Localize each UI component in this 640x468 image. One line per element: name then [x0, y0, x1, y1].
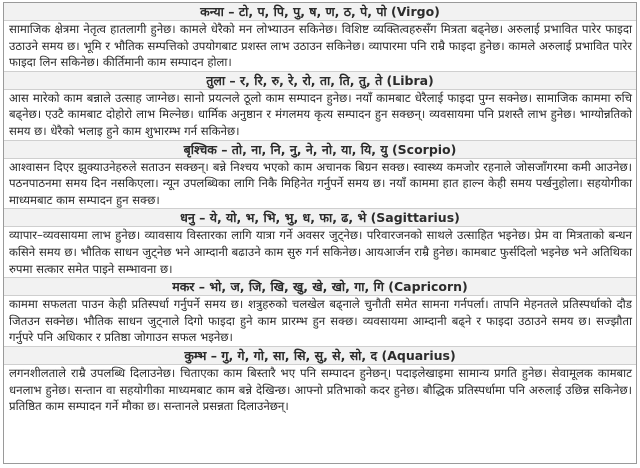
- sign-heading-libra: तुला – र, रि, रु, रे, रो, ता, ति, तु, ते (Libra): [4, 71, 636, 90]
- sign-text-sagittarius: व्यापार–व्यवसायमा लाभ हुनेछ। व्यावसाय विस्तारका लागि यात्रा गर्ने अवसर जुट्नेछ। परिवारजनको साथले उत्साहित भइनेछ। प्रेम वा मित्रताको बन्धन कसिने समय छ। भौतिक साधन जुट्नेछ भने आम्दानी बढाउने काम सुरु गर्न सकिनेछ। आयआर्जन राम्रै हुनेछ। कामबाट फुर्सदिलो भइनेछ भने अतिथिका रुपमा सत्कार समेत पाइने सम्भावना छ।: [9, 228, 632, 276]
- sign-aquarius: [4, 346, 636, 415]
- sign-scorpio: [4, 140, 636, 209]
- sign-heading-virgo: कन्या – टो, प, पि, पु, ष, ण, ठ, पे, पो (Virgo): [4, 3, 636, 21]
- sign-text-libra: आस मारेको काम बन्नाले उत्साह जाग्नेछ। सानो प्रयत्नले ठूलो काम सम्पादन हुनेछ। नयाँ कामबाट धेरैलाई फाइदा पुग्न सक्नेछ। सामाजिक काममा रुचि बढ्नेछ। एउटै कामबाट दोहोरो लाभ मिल्नेछ। धार्मिक अनुष्ठान र मंगलमय कृत्य सम्पादन हुन सक्छन्। व्यवसायमा पनि प्रशस्तै लाभ हुनेछ। भाग्योन्नतिको समय छ। धेरैको भलाइ हुने काम शुभारम्भ गर्न सकिनेछ।: [9, 90, 632, 138]
- sign-text-capricorn: काममा सफलता पाउन केही प्रतिस्पर्धा गर्नुपर्ने समय छ। शत्रुहरुको चलखेल बढ्नाले चुनौती समेत सामना गर्नपर्ला। तापनि मेहनतले प्रतिस्पर्धाको दौड जितउन सक्नेछ। भौतिक साधन जुट्नाले दिगो फाइदा हुने काम प्रारम्भ हुन सक्छ। व्यवसायमा आम्दानी बढ्ने र फाइदा उठाउने समय छ। सज्झौता गर्नुपरे पनि अधिकार र प्रतिष्ठा जोगाउन सफल भइनेछ।: [9, 297, 632, 345]
- sign-heading-capricorn: मकर – भो, ज, जि, खि, खु, खे, खो, गा, गि (Capricorn): [4, 277, 636, 296]
- sign-capricorn: [4, 277, 636, 346]
- sign-virgo: [4, 3, 636, 71]
- sign-heading-sagittarius: धनु – ये, यो, भ, भि, भु, ध, फा, ढ, भे (Sagittarius): [4, 208, 636, 227]
- sign-heading-scorpio: बृश्चिक – तो, ना, नि, नु, ने, नो, या, यि, यु (Scorpio): [4, 140, 636, 159]
- horoscope-panel: [3, 2, 637, 464]
- sign-libra: [4, 71, 636, 140]
- sign-text-scorpio: आश्वासन दिएर झुक्याउनेहरुले सताउन सक्छन्। बन्ने निश्चय भएको काम अचानक बिग्रन सक्छ। स्वास्थ्य कमजोर रहनाले जोसजाँगरमा कमी आउनेछ। पठनपाठनमा समय दिन नसकिएला। न्यून उपलब्धिका लागि निकै मिहिनेत गर्नुपर्ने समय छ। नयाँ काममा हात हाल्न केही समय पर्खनुहोला। सहयोगीका माध्यमबाट काम सम्पादन हुन सक्छ।: [9, 159, 632, 207]
- sign-text-virgo: सामाजिक क्षेत्रमा नेतृत्व हातलागी हुनेछ। कामले धेरैको मन लोभ्याउन सकिनेछ। विशिष्ट व्यक्तित्वहरुसँग मित्रता बढ्नेछ। अरुलाई प्रभावित पारेर फाइदा उठाउने समय छ। भूमि र भौतिक सम्पत्तिको उपयोगबाट प्रशस्त लाभ उठाउन सकिनेछ। व्यापारमा पनि राम्रै फाइदा हुनेछ। कामले अरुलाई प्रभावित पारेर फाइदा लिन सकिनेछ। कीर्तिमानी काम सम्पादन होला।: [9, 22, 632, 70]
- sign-sagittarius: [4, 208, 636, 277]
- sign-heading-aquarius: कुम्भ – गु, गे, गो, सा, सि, सु, से, सो, द (Aquarius): [4, 346, 636, 365]
- sign-text-aquarius: लगनशीलताले राम्रै उपलब्धि दिलाउनेछ। चिताएका काम बिस्तारै भए पनि सम्पादन हुनेछन्। पदाइलेखाइमा सामान्य प्रगति हुनेछ। सेवामूलक कामबाट धनलाभ हुनेछ। सन्तान वा सहयोगीका माध्यमबाट काम बन्ने देखिन्छ। आफ्नो प्रतिभाको कदर हुनेछ। बौद्धिक प्रतिस्पर्धामा पनि अरुलाई उछिन्न सकिनेछ। प्रतिष्ठित काम सम्पादन गर्ने मौका छ। सन्तानले प्रसन्नता दिलाउनेछन्।: [9, 365, 632, 414]
